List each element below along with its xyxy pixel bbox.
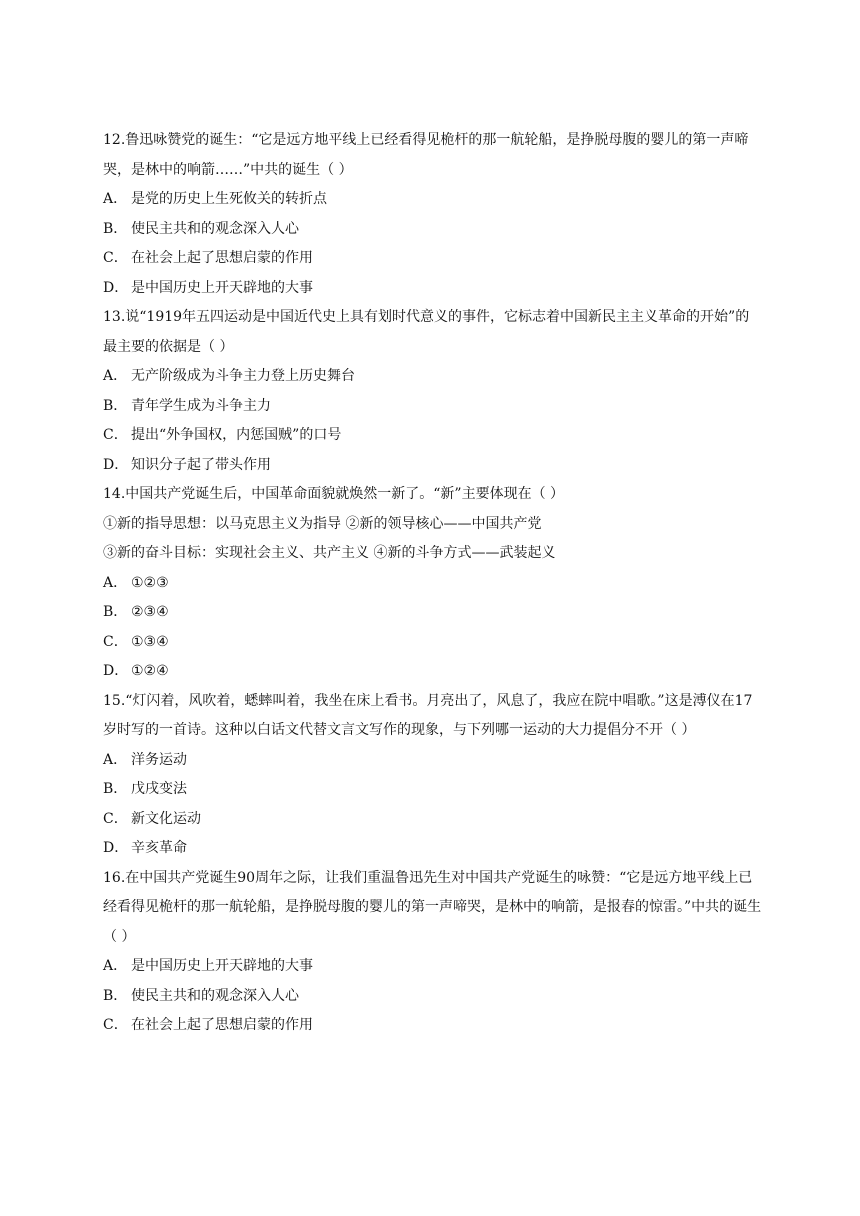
option-letter: C． — [103, 633, 128, 650]
option-text: 洋务运动 — [131, 751, 187, 768]
option-a — [103, 362, 763, 392]
option-letter: B． — [103, 781, 128, 797]
option-text: 无产阶级成为斗争主力登上历史舞台 — [131, 368, 355, 384]
question-16 — [103, 864, 763, 1041]
option-text: 是中国历史上开天辟地的大事 — [131, 958, 313, 974]
option-c — [103, 1011, 763, 1041]
option-text: ②③④ — [131, 604, 169, 620]
option-letter: B． — [103, 220, 128, 237]
document-page — [103, 126, 763, 1041]
option-b — [103, 392, 763, 422]
option-text: 在社会上起了思想启蒙的作用 — [131, 250, 313, 266]
option-text: 使民主共和的观念深入人心 — [131, 220, 299, 237]
question-14 — [103, 480, 763, 687]
question-statement-line: ③新的奋斗目标：实现社会主义、共产主义 ④新的斗争方式——武装起义 — [103, 545, 556, 561]
option-letter: B． — [103, 604, 128, 620]
option-letter: B． — [103, 987, 128, 1004]
option-letter: D． — [103, 456, 129, 473]
option-text: 知识分子起了带头作用 — [131, 456, 271, 473]
option-letter: A． — [103, 958, 128, 974]
option-a — [103, 569, 763, 599]
option-letter: A． — [103, 191, 128, 207]
option-text: ①②④ — [131, 663, 169, 679]
option-text: 新文化运动 — [131, 810, 201, 827]
option-letter: D． — [103, 279, 129, 296]
question-stem: 12.鲁迅咏赞党的诞生：“它是远方地平线上已经看得见桅杆的那一航轮船，是挣脱母腹的婴儿的第一声啼哭，是林中的响箭……”中共的诞生（ ） — [103, 132, 749, 178]
option-letter: D． — [103, 840, 129, 856]
option-text: ①③④ — [131, 633, 169, 650]
option-c — [103, 244, 763, 274]
option-letter: B． — [103, 397, 128, 414]
question-stem: 14.中国共产党诞生后，中国革命面貌就焕然一新了。“新”主要体现在（ ） — [103, 486, 565, 502]
option-letter: C． — [103, 1017, 128, 1033]
option-text: 戊戌变法 — [131, 781, 187, 797]
option-b — [103, 982, 763, 1012]
question-stem: 13.说“1919年五四运动是中国近代史上具有划时代意义的事件，它标志着中国新民主主义革命的开始”的最主要的依据是（ ） — [103, 309, 750, 355]
question-stem: 15.“灯闪着，风吹着，蟋蟀叫着，我坐在床上看书。月亮出了，风息了，我应在院中唱歌。”这是溥仪在17岁时写的一首诗。这种以白话文代替文言文写作的现象，与下列哪一运动的大力提倡分不开（ ） — [103, 692, 753, 738]
option-letter: A． — [103, 574, 128, 591]
option-c — [103, 805, 763, 835]
option-a — [103, 952, 763, 982]
option-d — [103, 451, 763, 481]
option-letter: C． — [103, 250, 128, 266]
option-text: ①②③ — [131, 574, 169, 591]
question-stem: 16.在中国共产党诞生90周年之际，让我们重温鲁迅先生对中国共产党诞生的咏赞：“它是远方地平线上已经看得见桅杆的那一航轮船，是挣脱母腹的婴儿的第一声啼哭，是林中的响箭，是报春的惊雷。”中共的诞生（ ） — [103, 869, 762, 945]
option-d — [103, 274, 763, 304]
option-b — [103, 598, 763, 628]
question-statement-line: ①新的指导思想：以马克思主义为指导 ②新的领导核心——中国共产党 — [103, 515, 542, 532]
option-b — [103, 215, 763, 245]
option-text: 是党的历史上生死攸关的转折点 — [131, 191, 327, 207]
option-letter: C． — [103, 427, 128, 443]
option-b — [103, 775, 763, 805]
option-text: 辛亥革命 — [131, 840, 187, 856]
option-letter: A． — [103, 368, 128, 384]
option-a — [103, 746, 763, 776]
question-13 — [103, 303, 763, 480]
option-c — [103, 421, 763, 451]
option-letter: C． — [103, 810, 128, 827]
option-d — [103, 834, 763, 864]
question-12 — [103, 126, 763, 303]
option-text: 青年学生成为斗争主力 — [131, 397, 271, 414]
option-text: 在社会上起了思想启蒙的作用 — [131, 1017, 313, 1033]
question-15 — [103, 687, 763, 864]
option-letter: D． — [103, 663, 129, 679]
option-a — [103, 185, 763, 215]
option-c — [103, 628, 763, 658]
option-text: 使民主共和的观念深入人心 — [131, 987, 299, 1004]
option-letter: A． — [103, 751, 128, 768]
option-text: 提出“外争国权，内惩国贼”的口号 — [131, 427, 342, 443]
option-d — [103, 657, 763, 687]
option-text: 是中国历史上开天辟地的大事 — [131, 279, 313, 296]
